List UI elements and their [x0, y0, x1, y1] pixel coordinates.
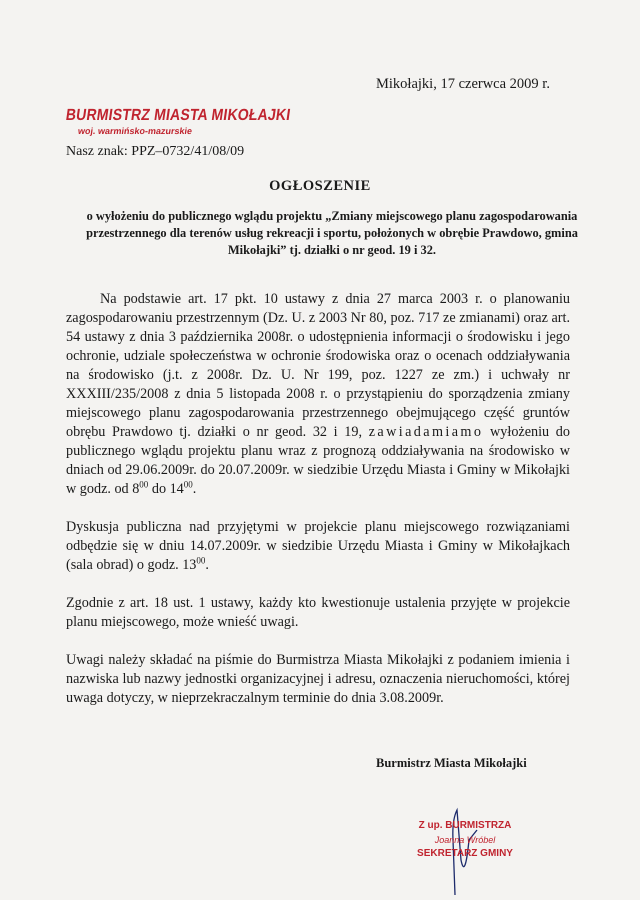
stamp-signer-name: Joanna Wróbel — [434, 835, 496, 845]
document-date: Mikołajki, 17 czerwca 2009 r. — [376, 76, 550, 92]
paragraph-submission: Uwagi należy składać na piśmie do Burmistrza Miasta Mikołajki z podaniem imienia i nazwiska lub nazwy jednostki organizacyjnej i adresu, oznaczenia nieruchomości, której uwaga dotyczy, w nieprzekraczalnym terminie do dnia 3.08.2009r. — [66, 652, 570, 706]
document-subject: o wyłożeniu do publicznego wglądu projektu „Zmiany miejscowego planu zagospodarowania przestrzennego dla terenów usług rekreacji i sportu, położonych w obrębie Prawdowo, gmina Mikołajki” tj. działki o nr geod. 19 i 32. — [86, 209, 578, 257]
office-stamp — [66, 106, 291, 136]
paragraph-public-discussion: Dyskusja publiczna nad przyjętymi w projekcie planu miejscowego rozwiązaniami odbędzie się w dniu 14.07.2009r. w siedzibie Urzędu Miasta i Gminy w Mikołajkach (sala obrad) o godz. $13^{00}$. — [66, 519, 570, 573]
document-title: OGŁOSZENIE — [269, 178, 371, 194]
paragraph-objections: Zgodnie z art. 18 ust. 1 ustawy, każdy kto kwestionuje ustalenia przyjęte w projekcie planu miejscowego, może wnieść uwagi. — [66, 595, 570, 630]
signature-stamp — [400, 818, 530, 862]
stamp-office-name: BURMISTRZ MIASTA MIKOŁAJKI — [64, 104, 292, 124]
stamp-on-behalf: Z up. BURMISTRZA — [418, 820, 512, 831]
signatory-title: Burmistrz Miasta Mikołajki — [376, 756, 527, 770]
stamp-region: woj. warmińsko-mazurskie — [77, 126, 193, 136]
document-body — [66, 290, 570, 727]
stamp-signer-role: SEKRETARZ GMINY — [417, 848, 513, 859]
paragraph-notice: Na podstawie art. 17 pkt. 10 ustawy z dnia 27 marca 2003 r. o planowaniu zagospodarowaniu przestrzennym (Dz. U. z 2003 Nr 80, poz. 717 ze zmianami) oraz art. 54 ustawy z dnia 3 października 2008r. o udostępnienia informacji o środowisku i jego ochronie, udziale społeczeństwa w ochronie środowiska oraz o ocenach oddziaływania na środowisko (j.t. z 2008r. Dz. U. Nr 199, poz. 1227 ze zm.) i uchwały nr XXXIII/235/2008 z dnia 5 listopada 2008 r. o przystąpieniu do sporządzenia zmiany miejscowego planu zagospodarowania przestrzennego obejmującego część gruntów obrębu Prawdowo tj. działki o nr geod. 32 i 19, zawiadamiamo wyłożeniu do publicznego wglądu projektu planu wraz z prognozą oddziaływania na środowisko w dniach od 29.06.2009r. do 20.07.2009r. w siedzibie Urzędu Miasta i Gminy w Mikołajki w godz. od $8^{00}$ do $14^{00}$. — [66, 291, 570, 497]
reference-number: Nasz znak: PPZ–0732/41/08/09 — [66, 144, 245, 159]
